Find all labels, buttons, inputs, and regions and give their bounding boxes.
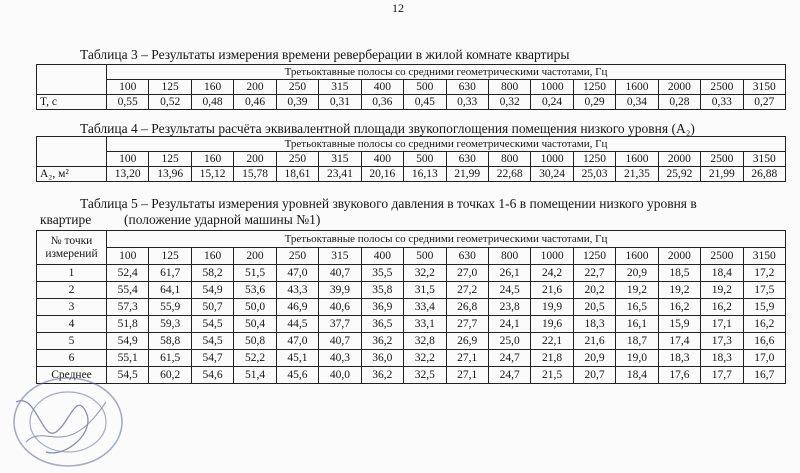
value-cell: 16,2 <box>743 316 785 333</box>
round-seal-stamp <box>6 372 124 468</box>
value-cell: 54,9 <box>191 282 233 299</box>
table4-corner-cell <box>37 137 107 167</box>
value-cell: 32,2 <box>404 265 446 282</box>
value-cell: 21,8 <box>531 350 573 367</box>
frequency-header-cell: 3150 <box>743 248 785 265</box>
frequency-header-cell: 160 <box>191 152 233 167</box>
table-row <box>37 299 786 316</box>
value-cell: 21,6 <box>531 282 573 299</box>
value-cell: 26,8 <box>446 299 488 316</box>
value-cell: 17,5 <box>743 282 785 299</box>
value-cell: 18,3 <box>658 350 700 367</box>
value-cell: 36,0 <box>361 350 403 367</box>
frequency-header-cell: 3150 <box>743 152 785 167</box>
value-cell: 35,8 <box>361 282 403 299</box>
value-cell: 22,1 <box>531 333 573 350</box>
value-cell: 55,9 <box>149 299 191 316</box>
value-cell: 58,2 <box>191 265 233 282</box>
frequency-header-cell: 1600 <box>616 248 658 265</box>
value-cell: 0,46 <box>234 95 276 110</box>
value-cell: 54,5 <box>191 316 233 333</box>
value-cell: 26,1 <box>488 265 530 282</box>
value-cell: 36,2 <box>361 333 403 350</box>
measurement-point-label: 6 <box>37 350 107 367</box>
table3-values-row <box>37 95 786 110</box>
value-cell: 13,96 <box>149 167 191 182</box>
value-cell: 17,4 <box>658 333 700 350</box>
frequency-header-cell: 1600 <box>616 80 658 95</box>
frequency-header-cell: 200 <box>234 80 276 95</box>
table5-header-row <box>37 231 786 248</box>
value-cell: 25,92 <box>658 167 700 182</box>
value-cell: 61,7 <box>149 265 191 282</box>
value-cell: 43,3 <box>276 282 318 299</box>
value-cell: 27,7 <box>446 316 488 333</box>
value-cell: 50,4 <box>234 316 276 333</box>
frequency-header-cell: 250 <box>276 80 318 95</box>
frequency-header-cell: 500 <box>404 80 446 95</box>
value-cell: 17,3 <box>701 333 743 350</box>
value-cell: 24,5 <box>488 282 530 299</box>
value-cell: 27,0 <box>446 265 488 282</box>
value-cell: 45,1 <box>276 350 318 367</box>
table-row <box>37 350 786 367</box>
value-cell: 52,2 <box>234 350 276 367</box>
page-number: 12 <box>392 1 404 15</box>
value-cell: 16,2 <box>701 299 743 316</box>
value-cell: 26,9 <box>446 333 488 350</box>
value-cell: 51,4 <box>234 367 276 384</box>
value-cell: 0,36 <box>361 95 403 110</box>
measurement-point-label: 3 <box>37 299 107 316</box>
value-cell: 19,0 <box>616 350 658 367</box>
table3-header-row <box>37 65 786 80</box>
frequency-header-cell: 125 <box>149 248 191 265</box>
value-cell: 40,0 <box>319 367 361 384</box>
value-cell: 37,7 <box>319 316 361 333</box>
table5-caption-line2b: (положение ударной машины №1) <box>124 212 321 227</box>
frequency-header-cell: 1250 <box>573 80 615 95</box>
value-cell: 36,2 <box>361 367 403 384</box>
value-cell: 22,7 <box>573 265 615 282</box>
value-cell: 21,99 <box>446 167 488 182</box>
value-cell: 16,1 <box>616 316 658 333</box>
value-cell: 36,9 <box>361 299 403 316</box>
value-cell: 24,1 <box>488 316 530 333</box>
frequency-header-cell: 100 <box>107 80 149 95</box>
frequency-header-cell: 400 <box>361 248 403 265</box>
value-cell: 26,88 <box>743 167 785 182</box>
value-cell: 31,5 <box>404 282 446 299</box>
value-cell: 17,2 <box>743 265 785 282</box>
table5-caption-line1: Таблица 5 – Результаты измерения уровней звукового давления в точках 1-6 в помещении низкого уровня в <box>80 196 697 211</box>
frequency-header-cell: 2500 <box>701 248 743 265</box>
frequency-header-cell: 2000 <box>658 152 700 167</box>
value-cell: 0,33 <box>701 95 743 110</box>
value-cell: 16,7 <box>743 367 785 384</box>
table5-corner-label-line2: измерений <box>45 247 98 260</box>
value-cell: 55,1 <box>107 350 149 367</box>
value-cell: 64,1 <box>149 282 191 299</box>
value-cell: 19,6 <box>531 316 573 333</box>
value-cell: 21,35 <box>616 167 658 182</box>
table5-sound-pressure-levels <box>36 230 786 384</box>
table5-band-header: Третьоктавные полосы со средними геометрическими частотами, Гц <box>107 231 786 248</box>
table3-corner-cell <box>37 65 107 95</box>
value-cell: 0,39 <box>276 95 318 110</box>
frequency-header-cell: 200 <box>234 248 276 265</box>
value-cell: 18,4 <box>616 367 658 384</box>
table3-reverberation <box>36 64 786 110</box>
value-cell: 50,8 <box>234 333 276 350</box>
measurement-point-label: 1 <box>37 265 107 282</box>
frequency-header-cell: 2000 <box>658 248 700 265</box>
value-cell: 20,5 <box>573 299 615 316</box>
value-cell: 54,5 <box>107 367 149 384</box>
value-cell: 16,13 <box>404 167 446 182</box>
table4-band-header: Третьоктавные полосы со средними геометрическими частотами, Гц <box>107 137 786 152</box>
frequency-header-cell: 1600 <box>616 152 658 167</box>
value-cell: 18,3 <box>573 316 615 333</box>
value-cell: 0,48 <box>191 95 233 110</box>
frequency-header-cell: 125 <box>149 152 191 167</box>
value-cell: 46,9 <box>276 299 318 316</box>
frequency-header-cell: 630 <box>446 248 488 265</box>
value-cell: 15,9 <box>658 316 700 333</box>
value-cell: 18,3 <box>701 350 743 367</box>
value-cell: 50,7 <box>191 299 233 316</box>
table5-corner-cell <box>37 231 107 265</box>
frequency-header-cell: 315 <box>319 152 361 167</box>
value-cell: 53,6 <box>234 282 276 299</box>
value-cell: 20,9 <box>573 350 615 367</box>
value-cell: 24,7 <box>488 367 530 384</box>
value-cell: 20,16 <box>361 167 403 182</box>
value-cell: 15,12 <box>191 167 233 182</box>
value-cell: 21,5 <box>531 367 573 384</box>
value-cell: 0,45 <box>404 95 446 110</box>
frequency-header-cell: 160 <box>191 248 233 265</box>
frequency-header-cell: 500 <box>404 152 446 167</box>
value-cell: 44,5 <box>276 316 318 333</box>
value-cell: 0,52 <box>149 95 191 110</box>
value-cell: 40,3 <box>319 350 361 367</box>
frequency-header-cell: 800 <box>488 152 530 167</box>
value-cell: 33,4 <box>404 299 446 316</box>
table3-frequency-row <box>37 80 786 95</box>
frequency-header-cell: 160 <box>191 80 233 95</box>
frequency-header-cell: 800 <box>488 80 530 95</box>
frequency-header-cell: 2500 <box>701 152 743 167</box>
value-cell: 27,2 <box>446 282 488 299</box>
value-cell: 17,1 <box>701 316 743 333</box>
value-cell: 18,5 <box>658 265 700 282</box>
table-row <box>37 265 786 282</box>
table4-absorption-area <box>36 136 786 182</box>
value-cell: 17,6 <box>658 367 700 384</box>
value-cell: 0,27 <box>743 95 785 110</box>
value-cell: 61,5 <box>149 350 191 367</box>
value-cell: 17,7 <box>701 367 743 384</box>
value-cell: 25,03 <box>573 167 615 182</box>
value-cell: 51,8 <box>107 316 149 333</box>
value-cell: 20,2 <box>573 282 615 299</box>
value-cell: 33,1 <box>404 316 446 333</box>
frequency-header-cell: 1000 <box>531 152 573 167</box>
measurement-point-label: Среднее <box>37 367 107 384</box>
value-cell: 21,99 <box>701 167 743 182</box>
value-cell: 58,8 <box>149 333 191 350</box>
value-cell: 27,1 <box>446 350 488 367</box>
table3-caption: Таблица 3 – Результаты измерения времени реверберации в жилой комнате квартиры <box>80 47 570 62</box>
value-cell: 0,34 <box>616 95 658 110</box>
value-cell: 18,7 <box>616 333 658 350</box>
table4-values-row <box>37 167 786 182</box>
table5-caption-line2a: квартире <box>40 212 92 227</box>
frequency-header-cell: 800 <box>488 248 530 265</box>
frequency-header-cell: 100 <box>107 248 149 265</box>
value-cell: 32,8 <box>404 333 446 350</box>
value-cell: 19,9 <box>531 299 573 316</box>
value-cell: 40,7 <box>319 265 361 282</box>
frequency-header-cell: 400 <box>361 152 403 167</box>
value-cell: 27,1 <box>446 367 488 384</box>
value-cell: 23,8 <box>488 299 530 316</box>
value-cell: 0,32 <box>488 95 530 110</box>
frequency-header-cell: 3150 <box>743 80 785 95</box>
frequency-header-cell: 400 <box>361 80 403 95</box>
value-cell: 30,24 <box>531 167 573 182</box>
frequency-header-cell: 500 <box>404 248 446 265</box>
value-cell: 40,7 <box>319 333 361 350</box>
frequency-header-cell: 100 <box>107 152 149 167</box>
value-cell: 35,5 <box>361 265 403 282</box>
value-cell: 13,20 <box>107 167 149 182</box>
table4-header-row <box>37 137 786 152</box>
table5-corner-label-line1: № точки <box>50 234 93 247</box>
value-cell: 47,0 <box>276 333 318 350</box>
value-cell: 22,68 <box>488 167 530 182</box>
value-cell: 20,9 <box>616 265 658 282</box>
table4-caption: Таблица 4 – Результаты расчёта эквивалентной площади звукопоглощения помещения низкого уровня (A₂) <box>80 121 695 136</box>
value-cell: 15,78 <box>234 167 276 182</box>
value-cell: 0,29 <box>573 95 615 110</box>
value-cell: 32,2 <box>404 350 446 367</box>
value-cell: 24,2 <box>531 265 573 282</box>
frequency-header-cell: 1000 <box>531 248 573 265</box>
value-cell: 21,6 <box>573 333 615 350</box>
value-cell: 59,3 <box>149 316 191 333</box>
frequency-header-cell: 315 <box>319 248 361 265</box>
value-cell: 16,5 <box>616 299 658 316</box>
table-row <box>37 316 786 333</box>
value-cell: 25,0 <box>488 333 530 350</box>
frequency-header-cell: 2500 <box>701 80 743 95</box>
value-cell: 39,9 <box>319 282 361 299</box>
table4-row-label: A₂, м² <box>37 167 107 182</box>
value-cell: 0,33 <box>446 95 488 110</box>
value-cell: 17,0 <box>743 350 785 367</box>
value-cell: 15,9 <box>743 299 785 316</box>
table5-frequency-row <box>37 248 786 265</box>
value-cell: 54,5 <box>191 333 233 350</box>
frequency-header-cell: 250 <box>276 248 318 265</box>
value-cell: 55,4 <box>107 282 149 299</box>
value-cell: 54,9 <box>107 333 149 350</box>
value-cell: 23,41 <box>319 167 361 182</box>
value-cell: 60,2 <box>149 367 191 384</box>
measurement-point-label: 5 <box>37 333 107 350</box>
value-cell: 54,6 <box>191 367 233 384</box>
frequency-header-cell: 1250 <box>573 152 615 167</box>
frequency-header-cell: 630 <box>446 80 488 95</box>
frequency-header-cell: 1250 <box>573 248 615 265</box>
value-cell: 20,7 <box>573 367 615 384</box>
value-cell: 16,2 <box>658 299 700 316</box>
measurement-point-label: 2 <box>37 282 107 299</box>
value-cell: 51,5 <box>234 265 276 282</box>
value-cell: 0,28 <box>658 95 700 110</box>
value-cell: 36,5 <box>361 316 403 333</box>
table3-band-header: Третьоктавные полосы со средними геометрическими частотами, Гц <box>107 65 786 80</box>
value-cell: 32,5 <box>404 367 446 384</box>
value-cell: 16,6 <box>743 333 785 350</box>
frequency-header-cell: 125 <box>149 80 191 95</box>
frequency-header-cell: 630 <box>446 152 488 167</box>
frequency-header-cell: 2000 <box>658 80 700 95</box>
value-cell: 18,4 <box>701 265 743 282</box>
frequency-header-cell: 315 <box>319 80 361 95</box>
value-cell: 18,61 <box>276 167 318 182</box>
value-cell: 47,0 <box>276 265 318 282</box>
value-cell: 52,4 <box>107 265 149 282</box>
frequency-header-cell: 200 <box>234 152 276 167</box>
value-cell: 0,24 <box>531 95 573 110</box>
value-cell: 40,6 <box>319 299 361 316</box>
value-cell: 19,2 <box>701 282 743 299</box>
frequency-header-cell: 250 <box>276 152 318 167</box>
value-cell: 0,31 <box>319 95 361 110</box>
measurement-point-label: 4 <box>37 316 107 333</box>
value-cell: 24,7 <box>488 350 530 367</box>
value-cell: 0,55 <box>107 95 149 110</box>
table-row <box>37 282 786 299</box>
value-cell: 54,7 <box>191 350 233 367</box>
value-cell: 50,0 <box>234 299 276 316</box>
value-cell: 57,3 <box>107 299 149 316</box>
table-row <box>37 333 786 350</box>
value-cell: 19,2 <box>658 282 700 299</box>
table4-frequency-row <box>37 152 786 167</box>
frequency-header-cell: 1000 <box>531 80 573 95</box>
table3-row-label: T, c <box>37 95 107 110</box>
value-cell: 45,6 <box>276 367 318 384</box>
value-cell: 19,2 <box>616 282 658 299</box>
table-row <box>37 367 786 384</box>
